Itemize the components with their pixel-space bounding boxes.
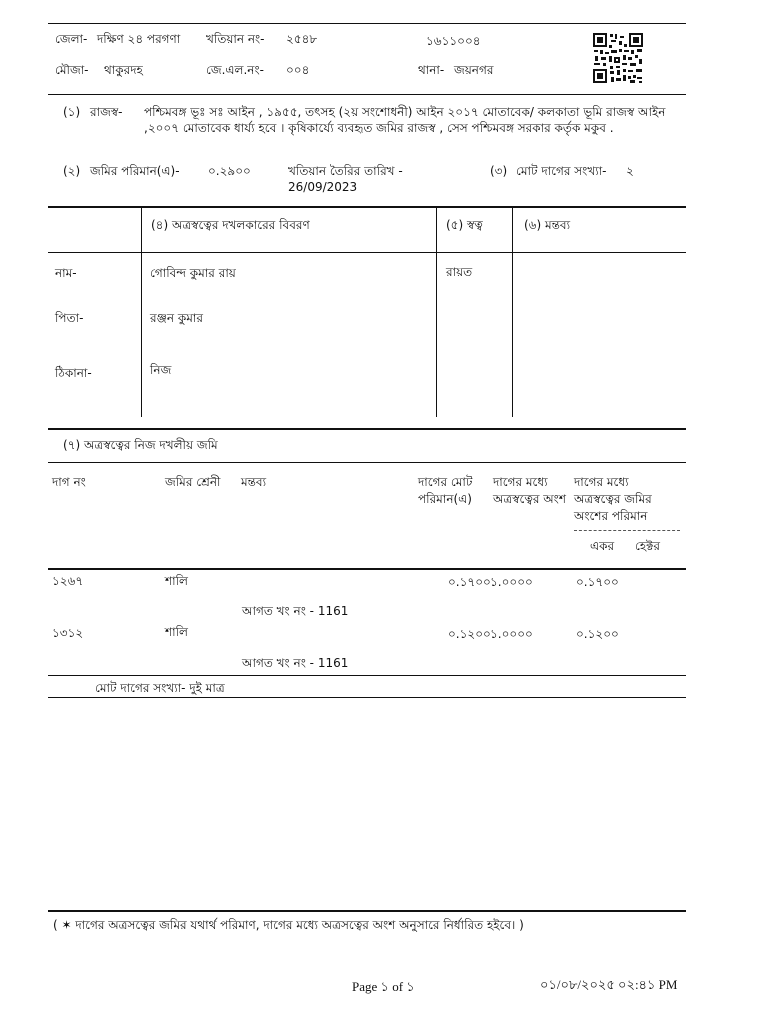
row2-acre: ০.১২০০ — [576, 627, 619, 641]
col-total-header-1: দাগের মোট — [418, 475, 473, 489]
owner-table-divider-3 — [512, 207, 513, 417]
owner-name-label: নাম- — [55, 266, 77, 280]
area-value: ০.২৯০০ — [208, 164, 251, 178]
print-timestamp: ০১/০৮/২০২৫ ০২:৪১ PM — [540, 977, 678, 992]
row1-dag: ১২৬৭ — [52, 574, 84, 588]
owner-address-value: নিজ — [150, 363, 172, 377]
unit-dashed-rule — [574, 530, 680, 531]
revenue-label: রাজস্ব- — [90, 105, 123, 119]
row1-share: ১.০০০০ — [490, 575, 533, 589]
page-number: Page ১ of ১ — [352, 979, 415, 994]
khatian-label: খতিয়ান নং- — [206, 32, 265, 46]
owner-father-label: পিতা- — [55, 311, 84, 325]
total-plots-text: মোট দাগের সংখ্যা- দুই মাত্র — [95, 681, 225, 695]
owner-table-divider-1 — [141, 207, 142, 417]
col-hectare-header: হেক্টর — [635, 539, 661, 553]
owner-col-remarks-header: (৬) মন্তব্য — [524, 218, 571, 232]
row2-share: ১.০০০০ — [490, 627, 533, 641]
revenue-text: পশ্চিমবঙ্গ ভূঃ সঃ আইন , ১৯৫৫, তৎসহ (২য় সংশোধনী) আইন ২০১৭ মোতাবেক/ কলকাতা ভূমি রাজস্ব আইন ,২০০৭ মোতাবেক ধার্য্য হবে । কৃষিকার্য্যে ব্যবহৃত জমির রাজস্ব , সেস পশ্চিমবঙ্গ সরকার কর্তৃক মকুব . — [144, 105, 666, 135]
footer-top-rule — [48, 910, 686, 912]
header-bottom-rule — [48, 94, 686, 95]
thana-label: থানা- — [418, 63, 445, 77]
row2-note: আগত খং নং - 1161 — [242, 656, 349, 670]
owner-father-value: রঞ্জন কুমার — [150, 311, 203, 325]
col-sharearea-header-3: অংশের পরিমান — [574, 509, 648, 523]
jl-value: ০০৪ — [286, 63, 310, 77]
land-section-title-rule — [48, 462, 686, 463]
owner-col-right-header: (৫) স্বত্ব — [446, 218, 483, 232]
mouza-value: থাকুরদহ — [104, 63, 143, 77]
document-code: ১৬১১০০৪ — [426, 34, 481, 48]
khatian-date-value: 26/09/2023 — [288, 180, 358, 194]
district-value: দক্ষিণ ২৪ পরগণা — [97, 32, 181, 46]
footer-note: ( ✶ দাগের অত্রসত্বের জমির যথার্থ পরিমাণ, দাগের মধ্যে অত্রসত্বের অংশ অনুসারে নির্ধারিত হইবে। ) — [53, 918, 524, 932]
owner-table-top-rule — [48, 206, 686, 208]
plots-number: (৩) — [490, 164, 508, 178]
revenue-number: (১) — [63, 105, 81, 119]
khatian-value: ২৫৪৮ — [286, 32, 318, 46]
owner-header-rule — [48, 252, 686, 253]
land-total-bottom-rule — [48, 697, 686, 698]
col-acre-header: একর — [590, 539, 615, 553]
jl-label: জে.এল.নং- — [206, 63, 264, 77]
col-remarks-header: মন্তব্য — [241, 475, 267, 489]
owner-address-label: ঠিকানা- — [55, 366, 92, 380]
row1-total: ০.১৭০০ — [448, 575, 491, 589]
plots-value: ২ — [626, 164, 634, 178]
row1-note: আগত খং নং - 1161 — [242, 604, 349, 618]
col-total-header-2: পরিমান(এ) — [418, 492, 472, 506]
owner-name-value: গোবিন্দ কুমার রায় — [150, 266, 236, 280]
row1-class: শালি — [165, 574, 188, 588]
khatian-date-label: খতিয়ান তৈরির তারিখ - — [288, 164, 403, 178]
district-label: জেলা- — [55, 32, 88, 46]
col-class-header: জমির শ্রেনী — [165, 475, 221, 489]
land-section-title: (৭) অত্রস্বত্বের নিজ দখলীয় জমি — [63, 438, 218, 452]
land-rows-bottom-rule — [48, 675, 686, 676]
col-sharearea-header-2: অত্রস্বত্বের জমির — [574, 492, 652, 506]
land-section-top-rule — [48, 428, 686, 430]
owner-col-details-header: (৪) অত্রস্বত্বের দখলকারের বিবরণ — [151, 218, 310, 232]
row2-class: শালি — [165, 625, 188, 639]
land-table-header-rule — [48, 568, 686, 570]
area-number: (২) — [63, 164, 81, 178]
owner-right-value: রায়ত — [446, 265, 473, 279]
thana-value: জয়নগর — [454, 63, 494, 77]
col-dag-header: দাগ নং — [52, 475, 86, 489]
owner-table-divider-2 — [436, 207, 437, 417]
row2-dag: ১৩১২ — [52, 626, 84, 640]
plots-label: মোট দাগের সংখ্যা- — [516, 164, 607, 178]
row2-total: ০.১২০০ — [448, 627, 491, 641]
area-label: জমির পরিমান(এ)- — [90, 164, 180, 178]
col-share-header-1: দাগের মধ্যে — [493, 475, 548, 489]
col-share-header-2: অত্রস্বত্বের অংশ — [493, 492, 566, 506]
header-top-rule — [48, 23, 686, 24]
qr-code-icon — [592, 32, 644, 84]
row1-acre: ০.১৭০০ — [576, 575, 619, 589]
mouza-label: মৌজা- — [55, 63, 89, 77]
col-sharearea-header-1: দাগের মধ্যে — [574, 475, 629, 489]
